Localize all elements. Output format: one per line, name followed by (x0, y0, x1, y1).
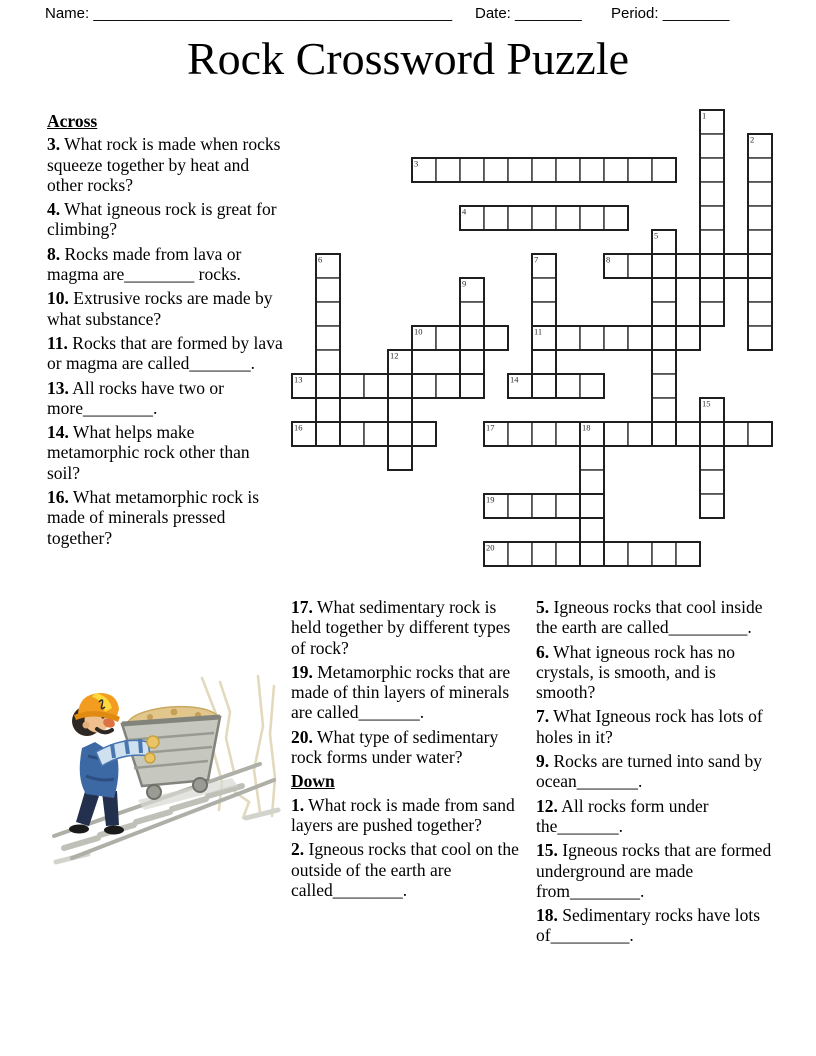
cell-number-label: 9 (462, 278, 467, 289)
miner-hand-lower (145, 753, 155, 763)
clue-number: 17. (291, 597, 313, 617)
clue-text: All rocks form under the_______. (536, 795, 709, 836)
grid-cell[interactable] (484, 326, 508, 350)
period-blank-line[interactable]: ________ (662, 5, 730, 22)
clue-text: Extrusive rocks are made by what substance? (47, 288, 273, 329)
grid-cell[interactable] (556, 326, 580, 350)
cell-number-label: 7 (534, 254, 539, 265)
grid-cell[interactable] (508, 206, 532, 230)
grid-cell[interactable] (436, 374, 460, 398)
grid-cell[interactable] (388, 446, 412, 470)
clue-text: What type of sedimentary rock forms under water? (291, 726, 499, 768)
cell-number-label: 1 (702, 110, 707, 121)
grid-cell[interactable] (628, 158, 652, 182)
clue-text: Metamorphic rocks that are made of thin layers of minerals are called_______. (291, 661, 511, 723)
grid-cell[interactable] (580, 374, 604, 398)
grid-cell[interactable] (652, 374, 676, 398)
cell-number-label: 12 (390, 350, 399, 361)
clue-text: What helps make metamorphic rock other than soil? (47, 422, 250, 483)
clue-item (291, 795, 519, 836)
clue-number: 16. (47, 487, 69, 508)
clue-text: What metamorphic rock is made of minerals pressed together? (47, 487, 260, 548)
cart-wheel-back (193, 778, 207, 792)
grid-cell[interactable] (748, 278, 772, 302)
clue-item (291, 662, 519, 723)
clue-number: 18. (536, 905, 558, 926)
grid-cell[interactable] (388, 422, 412, 446)
grid-cell[interactable] (532, 494, 556, 518)
grid-cell[interactable] (628, 326, 652, 350)
grid-cell[interactable] (700, 206, 724, 230)
clue-text: Sedimentary rocks have lots of_________. (536, 905, 761, 946)
grid-cell[interactable] (460, 374, 484, 398)
clue-number: 1. (291, 794, 305, 815)
grid-cell[interactable] (652, 542, 676, 566)
grid-cell[interactable] (316, 422, 340, 446)
clue-item (47, 288, 284, 329)
grid-cell[interactable] (316, 326, 340, 350)
clue-item (47, 487, 284, 548)
grid-cell[interactable] (532, 374, 556, 398)
grid-cell[interactable] (388, 374, 412, 398)
bottom-right-clues-column (536, 597, 778, 950)
clue-text: Rocks are turned into sand by ocean_______. (536, 751, 762, 792)
clue-item (47, 378, 284, 419)
crossword-grid-svg (290, 108, 774, 568)
cart-wheel-front (147, 785, 161, 799)
grid-cell[interactable] (556, 422, 580, 446)
grid-cell[interactable] (748, 422, 772, 446)
grid-cell[interactable] (460, 302, 484, 326)
grid-cell[interactable] (316, 350, 340, 374)
grid-cell[interactable] (412, 422, 436, 446)
grid-cell[interactable] (364, 422, 388, 446)
grid-cell[interactable] (316, 374, 340, 398)
grid-cell[interactable] (604, 206, 628, 230)
bottom-middle-clues-column (291, 597, 519, 904)
period-label: Period: (611, 5, 659, 22)
period-field (611, 5, 729, 22)
down-clues-list-second (536, 597, 778, 946)
grid-cell[interactable] (580, 518, 604, 542)
grid-cell[interactable] (700, 302, 724, 326)
name-field (45, 5, 452, 22)
grid-cell[interactable] (532, 206, 556, 230)
page-title: Rock Crossword Puzzle (186, 33, 630, 84)
grid-cell[interactable] (556, 158, 580, 182)
grid-cell[interactable] (652, 326, 676, 350)
grid-cell[interactable] (436, 326, 460, 350)
grid-cell[interactable] (460, 350, 484, 374)
grid-cell[interactable] (676, 326, 700, 350)
clue-text: Rocks that are formed by lava or magma are called_______. (47, 332, 283, 374)
clue-number: 8. (47, 243, 61, 264)
clue-item (47, 199, 284, 240)
cell-number-label: 19 (486, 494, 495, 505)
grid-cell[interactable] (748, 182, 772, 206)
clue-number: 13. (47, 377, 69, 398)
across-clues-column (47, 111, 284, 552)
miner-ear (83, 722, 90, 729)
clue-number: 11. (47, 332, 68, 353)
grid-cell[interactable] (604, 326, 628, 350)
clue-number: 10. (47, 288, 69, 309)
grid-cell[interactable] (460, 326, 484, 350)
grid-cell[interactable] (748, 158, 772, 182)
clue-number: 14. (47, 422, 69, 443)
clue-number: 15. (536, 840, 558, 861)
clue-number: 4. (47, 199, 61, 220)
grid-cell[interactable] (748, 206, 772, 230)
grid-cell[interactable] (316, 398, 340, 422)
crossword-grid (290, 108, 774, 573)
cell-number-label: 4 (462, 206, 467, 217)
clue-text: What sedimentary rock is held together by different types of rock? (291, 597, 511, 658)
clue-text: What rock is made when rocks squeeze together by heat and other rocks? (47, 134, 281, 195)
grid-cell[interactable] (556, 494, 580, 518)
cell-number-label: 2 (750, 134, 755, 145)
grid-cell[interactable] (604, 542, 628, 566)
miner-clipart (50, 672, 290, 872)
clue-text: Igneous rocks that cool inside the earth are called_________. (536, 597, 763, 638)
down-clues-list-first (291, 795, 519, 900)
grid-cell[interactable] (652, 158, 676, 182)
grid-cell[interactable] (724, 422, 748, 446)
clue-number: 9. (536, 751, 550, 772)
grid-cell[interactable] (580, 326, 604, 350)
grid-cell[interactable] (556, 374, 580, 398)
clue-text: All rocks have two or more________. (47, 377, 224, 418)
date-label: Date: (475, 5, 511, 22)
clue-number: 2. (291, 839, 305, 860)
grid-cell[interactable] (628, 422, 652, 446)
grid-cell[interactable] (700, 470, 724, 494)
grid-cell[interactable] (628, 542, 652, 566)
clue-text: Igneous rocks that are formed underground are made from________. (536, 840, 772, 901)
grid-cell[interactable] (676, 542, 700, 566)
miner-shoe-front (104, 826, 124, 835)
cell-number-label: 6 (318, 254, 323, 265)
clue-number: 3. (47, 134, 61, 155)
clue-text: What igneous rock is great for climbing? (47, 199, 277, 240)
worksheet-header (0, 5, 816, 29)
grid-cell[interactable] (748, 302, 772, 326)
across-clues-list (47, 134, 284, 548)
grid-cell[interactable] (412, 374, 436, 398)
grid-cell[interactable] (700, 182, 724, 206)
grid-cell[interactable] (580, 158, 604, 182)
grid-cell[interactable] (532, 422, 556, 446)
cell-number-label: 3 (414, 158, 419, 169)
grid-cell[interactable] (652, 254, 676, 278)
clue-item (47, 134, 284, 195)
clue-text: Rocks made from lava or magma are________ rocks. (47, 243, 242, 285)
grid-cell[interactable] (700, 230, 724, 254)
grid-cell[interactable] (748, 254, 772, 278)
cell-number-label: 20 (486, 542, 495, 553)
grid-cell[interactable] (364, 374, 388, 398)
grid-cell[interactable] (580, 470, 604, 494)
grid-cell[interactable] (700, 158, 724, 182)
grid-cell[interactable] (652, 278, 676, 302)
clue-text: Igneous rocks that cool on the outside of the earth are called________. (291, 839, 519, 900)
clue-item (291, 839, 519, 900)
grid-cell[interactable] (652, 398, 676, 422)
grid-cell[interactable] (316, 278, 340, 302)
grid-cell[interactable] (604, 158, 628, 182)
clue-item (536, 751, 778, 792)
clue-number: 5. (536, 597, 550, 617)
clue-item (47, 333, 284, 374)
grid-cell[interactable] (460, 158, 484, 182)
clue-item (536, 597, 778, 638)
clue-item (536, 905, 778, 946)
clue-text: What igneous rock has no crystals, is smooth, and is smooth? (536, 641, 735, 703)
grid-cell[interactable] (700, 446, 724, 470)
grid-cell[interactable] (628, 254, 652, 278)
clue-number: 20. (291, 726, 313, 747)
grid-cell[interactable] (508, 422, 532, 446)
name-blank-line[interactable]: ___________________________________________ (93, 5, 453, 22)
grid-cell[interactable] (652, 422, 676, 446)
miner-shoe-back (69, 825, 89, 834)
cell-number-label: 16 (294, 422, 303, 433)
cell-number-label: 15 (702, 398, 711, 409)
cell-number-label: 10 (414, 326, 423, 337)
clue-item (536, 840, 778, 901)
grid-cell[interactable] (484, 206, 508, 230)
grid-cell[interactable] (556, 542, 580, 566)
clue-item (291, 727, 519, 768)
clue-number: 12. (536, 795, 558, 816)
grid-cell[interactable] (532, 350, 556, 374)
clue-number: 6. (536, 641, 550, 662)
grid-cell[interactable] (316, 302, 340, 326)
grid-cell[interactable] (748, 230, 772, 254)
grid-cell[interactable] (388, 398, 412, 422)
grid-cell[interactable] (580, 446, 604, 470)
clue-item (291, 597, 519, 658)
down-heading: Down (291, 771, 335, 792)
clue-number: 7. (536, 706, 550, 727)
grid-cell[interactable] (652, 350, 676, 374)
grid-cell[interactable] (340, 422, 364, 446)
grid-cell[interactable] (340, 374, 364, 398)
cell-number-label: 11 (534, 326, 543, 337)
grid-cell[interactable] (532, 158, 556, 182)
grid-cell[interactable] (700, 278, 724, 302)
grid-cell[interactable] (532, 278, 556, 302)
grid-cell[interactable] (484, 158, 508, 182)
clue-item (47, 422, 284, 483)
date-blank-line[interactable]: ________ (515, 5, 582, 22)
grid-cell[interactable] (676, 254, 700, 278)
clue-item (536, 642, 778, 703)
clue-item (47, 244, 284, 285)
grid-cell[interactable] (700, 422, 724, 446)
grid-cell[interactable] (580, 494, 604, 518)
grid-cell[interactable] (700, 254, 724, 278)
grid-cell[interactable] (580, 206, 604, 230)
cell-number-label: 14 (510, 374, 519, 385)
across-heading: Across (47, 111, 98, 131)
grid-cell[interactable] (436, 158, 460, 182)
grid-cell[interactable] (508, 494, 532, 518)
cell-number-label: 18 (582, 422, 591, 433)
across-bottom-clues-list (291, 597, 519, 767)
grid-cell[interactable] (556, 206, 580, 230)
grid-cell[interactable] (604, 422, 628, 446)
name-label: Name: (45, 5, 90, 22)
clue-number: 19. (291, 661, 313, 682)
grid-cell[interactable] (532, 302, 556, 326)
cell-number-label: 13 (294, 374, 303, 385)
cell-number-label: 8 (606, 254, 611, 265)
cell-number-label: 5 (654, 230, 659, 241)
grid-cell[interactable] (652, 302, 676, 326)
grid-cell[interactable] (700, 134, 724, 158)
clue-text: What Igneous rock has lots of holes in it? (536, 706, 763, 747)
grid-cell[interactable] (700, 494, 724, 518)
grid-cell[interactable] (580, 542, 604, 566)
clue-item (536, 796, 778, 837)
grid-cell[interactable] (724, 254, 748, 278)
cell-number-label: 17 (486, 422, 495, 433)
grid-cell[interactable] (748, 326, 772, 350)
grid-cell[interactable] (508, 158, 532, 182)
grid-cell[interactable] (508, 542, 532, 566)
grid-cell[interactable] (532, 542, 556, 566)
miner-hand-upper (147, 736, 159, 748)
clue-text: What rock is made from sand layers are pushed together? (291, 794, 515, 835)
clue-item (536, 706, 778, 747)
grid-cell[interactable] (676, 422, 700, 446)
date-field (475, 5, 582, 22)
